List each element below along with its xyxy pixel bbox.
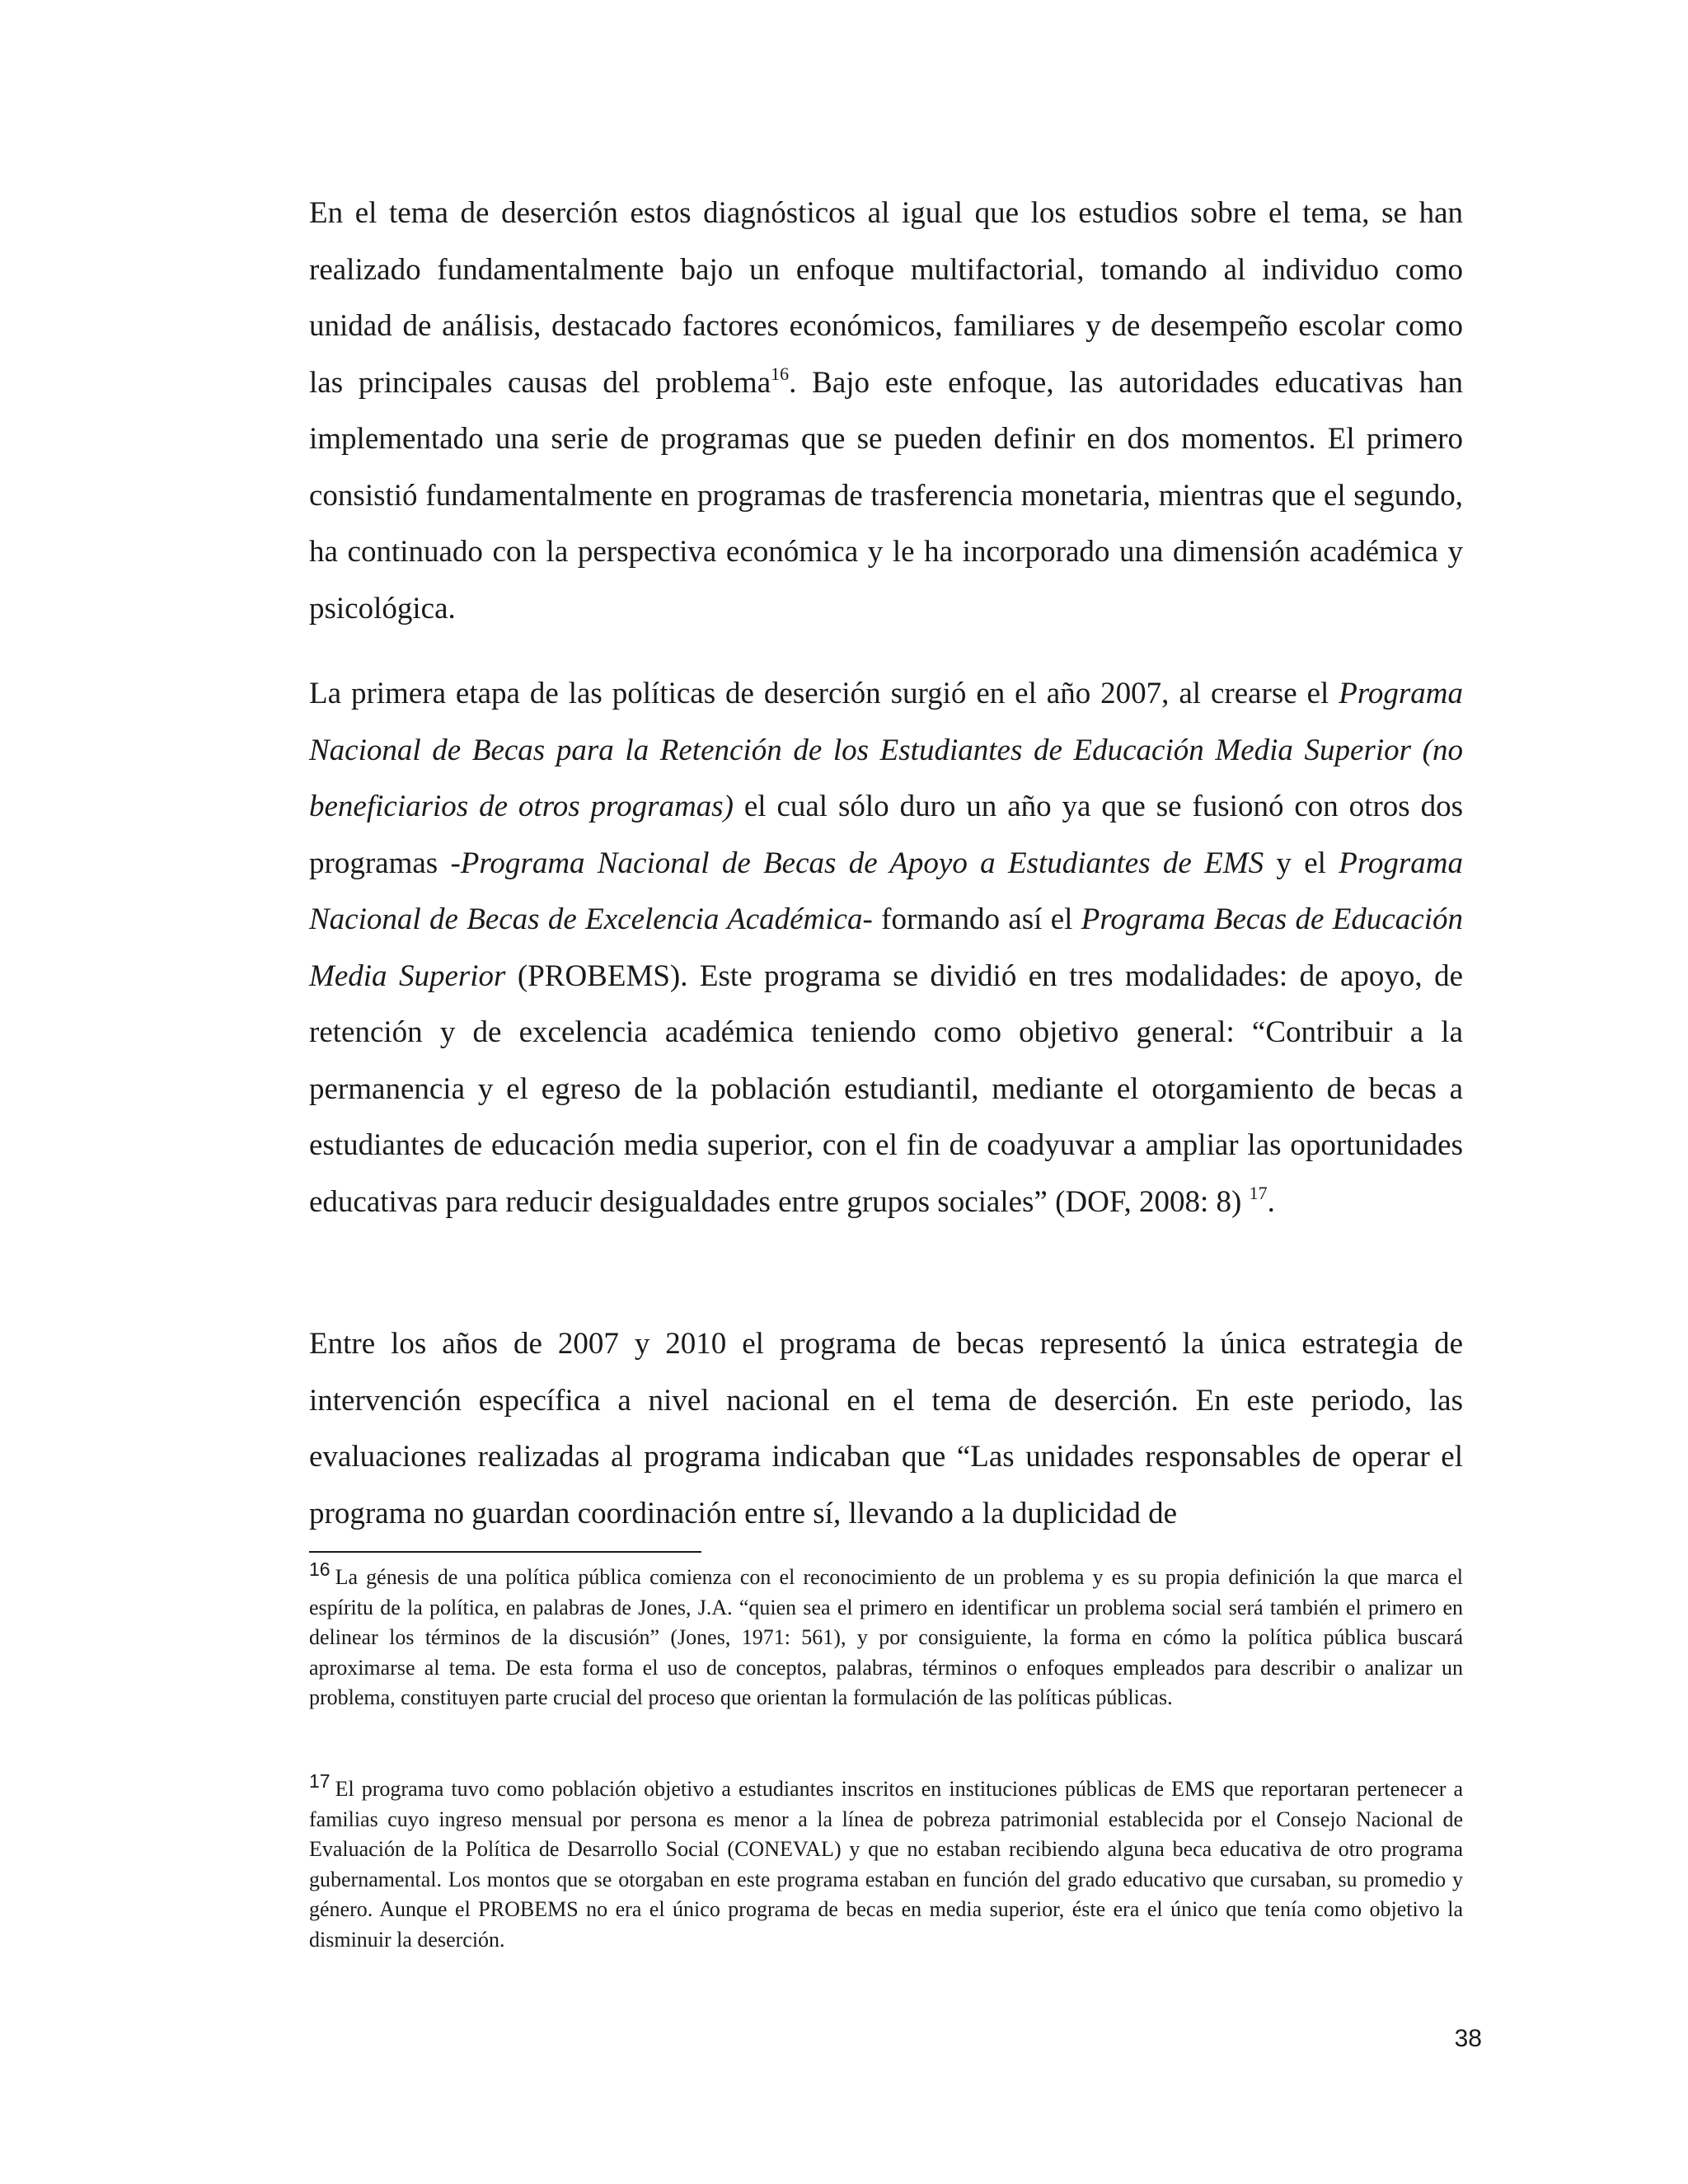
footnote-16 [309,1558,1463,1713]
footnote-reference-16[interactable]: 16 [771,363,790,384]
program-name-italic: Programa Nacional de Becas para la Retención de los Estudiantes de Educación Media Superior (no beneficiarios de otros programas) [309,677,1463,823]
paragraph-text: . Bajo este enfoque, las autoridades educativas han implementado una serie de programas que se pueden definir en dos momentos. El primero consistió fundamentalmente en programas de trasferencia monetaria, mientras que el segundo, ha continuado con la perspectiva económica y le ha incorporado una dimensión académica y psicológica. [309,365,1464,626]
footnote-text: El programa tuvo como población objetivo a estudiantes inscritos en instituciones públicas de EMS que reportaran pertenecer a familias cuyo ingreso mensual por persona es menor a la línea de pobreza patrimonial establecida por el Consejo Nacional de Evaluación de la Política de Desarrollo Social (CONEVAL) y que no estaban recibiendo alguna beca educativa de otro programa gubernamental. Los montos que se otorgaban en este programa estaban en función del grado educativo que cursaban, su promedio y género. Aunque el PROBEMS no era el único programa de becas en media superior, éste era el único que tenía como objetivo la disminuir la deserción. [309,1777,1463,1952]
program-name-italic: Programa Becas de Educación Media Superior [309,902,1463,993]
paragraph-text: (PROBEMS). Este programa se dividió en tres modalidades: de apoyo, de retención y de excelencia académica teniendo como objetivo general: “Contribuir a la permanencia y el egreso de la población estudiantil, mediante el otorgamiento de becas a estudiantes de educación media superior, con el fin de coadyuvar a ampliar las oportunidades educativas para reducir desigualdades entre grupos sociales” (DOF, 2008: 8) [309,958,1463,1219]
footnote-reference-17[interactable]: 17 [1249,1182,1268,1203]
program-name-italic: -Programa Nacional de Becas de Apoyo a Estudiantes de EMS [450,846,1264,880]
footnote-marker: 16 [309,1558,331,1580]
paragraph-text: formando así el [872,902,1081,936]
body-paragraph-1 [309,185,1463,637]
paragraph-text: el cual sólo duro un año ya que se fusionó con otros dos programas [309,790,1463,880]
footnote-marker: 17 [309,1770,331,1792]
paragraph-text: . [1267,1184,1275,1219]
footnote-separator [309,1551,701,1553]
program-name-italic: Programa Nacional de Becas de Excelencia Académica- [309,846,1464,936]
paragraph-text: y el [1264,846,1339,880]
page-number: 38 [1454,2025,1482,2052]
paragraph-text: La primera etapa de las políticas de deserción surgió en el año 2007, al crearse el [309,677,1339,710]
paragraph-text: En el tema de deserción estos diagnósticos al igual que los estudios sobre el tema, se han realizado fundamentalmente bajo un enfoque multifactorial, tomando al individuo como unidad de análisis, destacado factores económicos, familiares y de desempeño escolar como las principales causas del problema [309,196,1463,400]
paragraph-text: Entre los años de 2007 y 2010 el programa de becas representó la única estrategia de intervención específica a nivel nacional en el tema de deserción. En este periodo, las evaluaciones realizadas al programa indicaban que “Las unidades responsables de operar el programa no guardan coordinación entre sí, llevando a la duplicidad de [309,1327,1463,1530]
footnote-17 [309,1770,1463,1955]
footnote-text: La génesis de una política pública comienza con el reconocimiento de un problema y es su propia definición la que marca el espíritu de la política, en palabras de Jones, J.A. “quien sea el primero en identificar un problema social será también el primero en delinear los términos de la discusión” (Jones, 1971: 561), y por consiguiente, la forma en cómo la política pública buscará aproximarse al tema. De esta forma el uso de conceptos, palabras, términos o enfoques empleados para describir o analizar un problema, constituyen parte crucial del proceso que orientan la formulación de las políticas públicas. [309,1565,1463,1709]
body-paragraph-2 [309,666,1463,1230]
body-paragraph-3 [309,1316,1463,1542]
